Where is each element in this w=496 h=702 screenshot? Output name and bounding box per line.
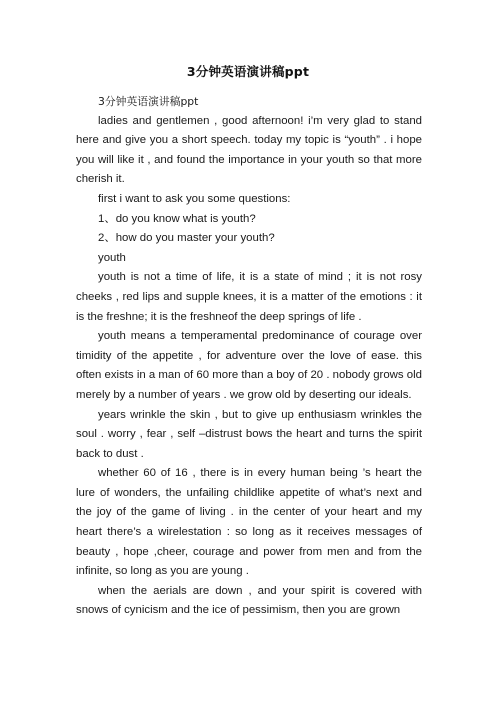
paragraph-greeting: ladies and gentlemen , good afternoon! i’m very glad to stand here and give you a short speech. today my topic is “youth” . i hope you will like it , and found the importance in your youth so that more cherish it.	[76, 114, 422, 186]
paragraph-questions-intro: first i want to ask you some questions:	[98, 192, 291, 205]
subtitle-paragraph: 3分钟英语演讲稿ppt	[98, 95, 199, 108]
document-body	[76, 92, 422, 621]
section-heading-youth: youth	[98, 251, 126, 264]
question-2: 2、how do you master your youth?	[98, 232, 275, 245]
paragraph-aerials: when the aerials are down , and your spirit is covered with snows of cynicism and the ice of pessimism, then you are grown	[76, 584, 422, 617]
paragraph-wrinkles: years wrinkle the skin , but to give up enthusiasm wrinkles the soul . worry , fear , self –distrust bows the heart and turns the spirit back to dust .	[76, 408, 422, 460]
paragraph-youth-definition: youth is not a time of life, it is a state of mind ; it is not rosy cheeks , red lips and supple knees, it is a matter of the emotions : it is the freshne; it is the freshneof the deep springs of life .	[76, 271, 422, 323]
paragraph-wonders: whether 60 of 16 , there is in every human being ’s heart the lure of wonders, the unfailing childlike appetite of what’s next and the joy of the game of living . in the center of your heart and my heart there’s a wirelestation : so long as it receives messages of beauty , hope ,cheer, courage and power from men and from the infinite, so long as you are young .	[76, 467, 422, 578]
question-1: 1、do you know what is youth?	[98, 212, 256, 225]
document-title: 3分钟英语演讲稿ppt	[186, 64, 310, 79]
paragraph-youth-courage: youth means a temperamental predominance of courage over timidity of the appetite , for adventure over the love of ease. this often exists in a man of 60 more than a boy of 20 . nobody grows old merely by a number of years . we grow old by deserting our ideals.	[76, 330, 422, 401]
